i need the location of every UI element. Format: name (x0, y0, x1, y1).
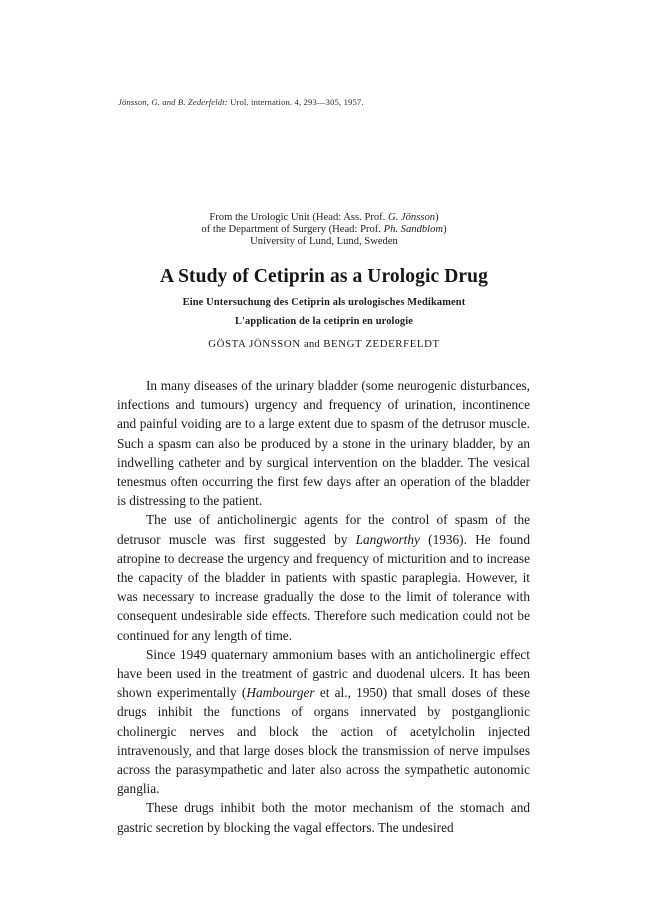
author-conjunction: and (304, 338, 320, 350)
affiliation-line-1: From the Urologic Unit (Head: Ass. Prof. G. Jönsson) (209, 212, 439, 223)
head-name-1: G. Jönsson (387, 212, 436, 223)
citation-journal: Urol. internation. 4, 293—305, 1957. (230, 97, 364, 107)
paragraph-3: Since 1949 quaternary ammonium bases with an anticholinergic effect have been used in the treatment of gastric and duodenal ulcers. It has been shown experimentally (Hambourger et al., 1950) that small doses of these drugs inhibit the functions of organs innervated by postganglionic cholinergic nerves and block the action of acetylcholin injected intravenously, and that large doses block the transmission of nerve impulses across the parasympathetic and later also across the sympathetic autonomic ganglia. (117, 646, 530, 797)
paper-title: A Study of Cetiprin as a Urologic Drug (160, 266, 488, 287)
paragraph-4: These drugs inhibit both the motor mechanism of the stomach and gastric secretion by blocking the vagal effectors. The undesired (117, 800, 530, 835)
author-line (0, 338, 648, 350)
citation-authors: Jönsson, G. and B. Zederfeldt: (118, 97, 228, 107)
head-name-2: Ph. Sandblom (383, 224, 444, 236)
author-1: GÖSTA JÖNSSON (208, 338, 301, 350)
author-2: BENGT ZEDERFELDT (323, 338, 440, 350)
body-text (117, 376, 530, 837)
affiliation-block (0, 212, 648, 249)
paragraph-2: The use of anticholinergic agents for the control of spasm of the detrusor muscle was first suggested by Langworthy (1936). He found atropine to decrease the urgency and frequency of micturition and to increase the capacity of the bladder in patients with spastic paraplegia. However, it was necessary to increase gradually the dose to the limit of tolerance with consequent undesirable side effects. Therefore such medication could not be continued for any length of time. (117, 512, 530, 643)
cited-author-hambourger: Hambourger (246, 685, 315, 701)
french-subtitle: L'application de la cetiprin en urologie (234, 316, 414, 327)
paragraph-1: In many diseases of the urinary bladder (some neurogenic disturbances, infections and tumours) urgency and frequency of urination, incontinence and painful voiding are to a large extent due to spasm of the detrusor muscle. Such a spasm can also be produced by a stone in the urinary bladder, by an indwelling catheter and by surgical intervention on the bladder. The vesical tenesmus often occurring the first few days after an operation of the bladder is distressing to the patient. (117, 378, 530, 509)
german-subtitle: Eine Untersuchung des Cetiprin als urologisches Medikament (182, 297, 466, 308)
citation-line (118, 97, 364, 107)
affiliation-line-2: of the Department of Surgery (Head: Prof. Ph. Sandblom) (201, 224, 447, 236)
cited-author-langworthy: Langworthy (355, 531, 420, 547)
affiliation-line-3: University of Lund, Lund, Sweden (250, 236, 398, 248)
